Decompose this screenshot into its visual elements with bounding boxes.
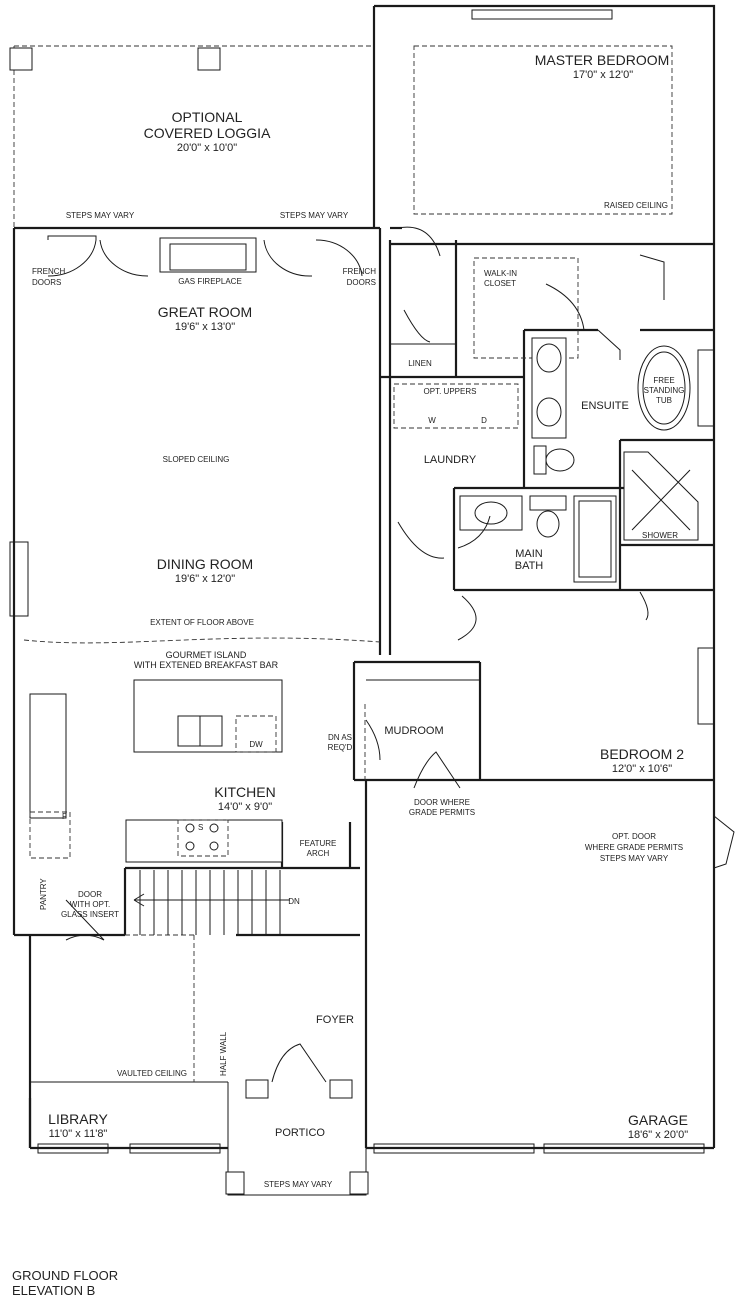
kitchen-name: KITCHEN xyxy=(214,784,276,800)
washer-label: W xyxy=(428,416,436,425)
plan-caption xyxy=(12,1268,118,1298)
portico-label: PORTICO xyxy=(275,1127,325,1139)
dining-room-dims: 19'6" x 12'0" xyxy=(174,573,236,585)
bedroom2-name: BEDROOM 2 xyxy=(599,746,685,762)
island-line1: GOURMET ISLAND xyxy=(165,650,247,660)
bedroom2-dims: 12'0" x 10'6" xyxy=(611,763,673,775)
sloped-ceiling-note: SLOPED CEILING xyxy=(162,455,230,464)
dw-label: DW xyxy=(249,740,263,749)
kitchen-dims: 14'0" x 9'0" xyxy=(217,801,273,813)
laundry-label: LAUNDRY xyxy=(423,454,477,466)
foyer-label: FOYER xyxy=(316,1014,354,1026)
dashed-lines xyxy=(14,46,675,1082)
raised-ceiling-note: RAISED CEILING xyxy=(603,201,668,210)
opt-door-line2: WHERE GRADE PERMITS xyxy=(584,843,684,852)
great-room-dims: 19'6" x 13'0" xyxy=(174,321,236,333)
mudroom-label: MUDROOM xyxy=(384,725,444,737)
tub-line3: TUB xyxy=(656,396,672,405)
door-glass-line2: WITH OPT. xyxy=(69,900,111,909)
opt-door-line3: STEPS MAY VARY xyxy=(599,854,669,863)
opt-uppers-label: OPT. UPPERS xyxy=(423,387,477,396)
french-right-line1: FRENCH xyxy=(342,267,376,276)
loggia-line1: OPTIONAL xyxy=(171,109,243,125)
dn-reqd-line1: DN AS xyxy=(327,733,353,742)
french-left-line2: DOORS xyxy=(32,278,62,287)
main-bath-line1: MAIN xyxy=(515,548,543,560)
opt-door-line1: OPT. DOOR xyxy=(611,832,657,841)
great-room-name: GREAT ROOM xyxy=(157,304,253,320)
garage-name: GARAGE xyxy=(628,1112,688,1128)
steps-left-note: STEPS MAY VARY xyxy=(65,211,135,220)
main-bath-line2: BATH xyxy=(514,560,544,572)
dn-reqd-line2: REQ'D xyxy=(327,743,353,752)
door-glass-line1: DOOR xyxy=(78,890,102,899)
loggia-dims: 20'0" x 10'0" xyxy=(176,142,238,154)
french-left-line1: FRENCH xyxy=(32,267,66,276)
walk-in-closet-line1: WALK-IN xyxy=(484,269,518,278)
ensuite-label: ENSUITE xyxy=(581,400,629,412)
gas-fireplace-note: GAS FIREPLACE xyxy=(178,277,242,286)
master-bedroom-dims: 17'0" x 12'0" xyxy=(572,69,634,81)
garage-dims: 18'6" x 20'0" xyxy=(627,1129,689,1141)
elevation-name: ELEVATION B xyxy=(12,1283,96,1298)
fridge-label: F xyxy=(62,812,67,821)
steps-portico-note: STEPS MAY VARY xyxy=(263,1180,333,1189)
linen-label: LINEN xyxy=(408,359,432,368)
shower-label: SHOWER xyxy=(642,531,678,540)
half-wall-label: HALF WALL xyxy=(219,1031,228,1076)
dining-room-name: DINING ROOM xyxy=(156,556,254,572)
steps-right-note: STEPS MAY VARY xyxy=(279,211,349,220)
floor-name: GROUND FLOOR xyxy=(12,1268,119,1283)
walls xyxy=(10,6,714,1195)
tub-line2: STANDING xyxy=(643,386,685,395)
master-bedroom-name: MASTER BEDROOM xyxy=(534,52,670,68)
pantry-label: PANTRY xyxy=(39,878,48,910)
walk-in-closet-line2: CLOSET xyxy=(484,279,517,288)
loggia-line2: COVERED LOGGIA xyxy=(143,125,271,141)
library-name: LIBRARY xyxy=(48,1111,108,1127)
floor-above-note: EXTENT OF FLOOR ABOVE xyxy=(150,618,254,627)
door-grade-line2: GRADE PERMITS xyxy=(408,808,476,817)
island-line2: WITH EXTENED BREAKFAST BAR xyxy=(133,660,279,670)
library-dims: 11'0" x 11'8" xyxy=(48,1128,108,1140)
french-right-line2: DOORS xyxy=(346,278,376,287)
door-grade-line1: DOOR WHERE xyxy=(414,798,470,807)
tub-line1: FREE xyxy=(653,376,675,385)
feature-arch-line2: ARCH xyxy=(306,849,330,858)
feature-arch-line1: FEATURE xyxy=(299,839,337,848)
room-labels xyxy=(32,52,688,1189)
vaulted-ceiling-note: VAULTED CEILING xyxy=(117,1069,187,1078)
door-glass-line3: GLASS INSERT xyxy=(60,910,120,919)
stove-label: S xyxy=(198,823,204,832)
stairs-dn-label: DN xyxy=(288,897,300,906)
dryer-label: D xyxy=(481,416,487,425)
